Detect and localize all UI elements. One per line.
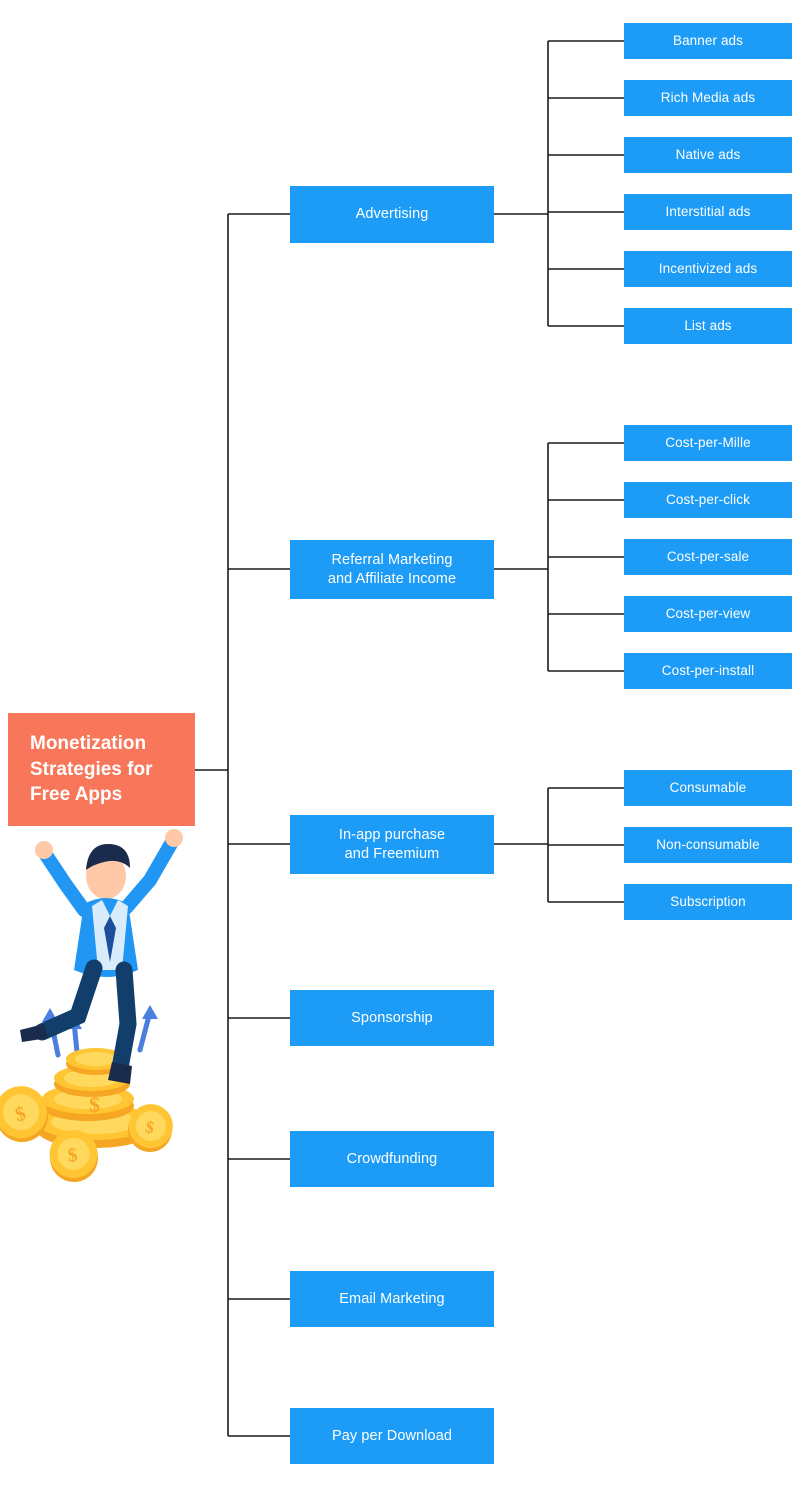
leaf-node-native-ads[interactable] <box>624 137 792 173</box>
businessman-gold-coins-illustration <box>0 800 210 1200</box>
root-label-line3: Free Apps <box>30 784 123 806</box>
leaf-label: Banner ads <box>672 32 744 48</box>
leaf-label: List ads <box>684 317 732 333</box>
leaf-label: Subscription <box>670 893 746 909</box>
branch-label-line1: In-app purchase <box>338 827 446 844</box>
leaf-node-incentivized-ads[interactable] <box>624 251 792 287</box>
branch-node-email-marketing[interactable] <box>290 1271 494 1327</box>
branch-node-crowdfunding[interactable] <box>290 1131 494 1187</box>
branch-node-sponsorship[interactable] <box>290 990 494 1046</box>
branch-label-line2: and Affiliate Income <box>327 570 457 587</box>
leaf-label: Consumable <box>669 779 747 795</box>
branch-label: Crowdfunding <box>346 1150 438 1167</box>
leaf-label: Cost-per-view <box>665 605 751 621</box>
root-label-line2: Strategies for <box>30 758 153 780</box>
root-label-line1: Monetization <box>30 733 147 755</box>
branch-label-line2: and Freemium <box>344 845 440 862</box>
leaf-node-consumable[interactable] <box>624 770 792 806</box>
branch-node-pay-per-download[interactable] <box>290 1408 494 1464</box>
leaf-node-list-ads[interactable] <box>624 308 792 344</box>
leaf-node-rich-media-ads[interactable] <box>624 80 792 116</box>
leaf-label: Native ads <box>675 146 741 162</box>
leaf-label: Non-consumable <box>656 836 760 852</box>
svg-text:$: $ <box>13 1102 29 1127</box>
svg-text:$: $ <box>89 1092 100 1117</box>
branch-label: Email Marketing <box>339 1290 445 1307</box>
leaf-node-interstitial-ads[interactable] <box>624 194 792 230</box>
branch-label: Advertising <box>355 206 429 223</box>
leaf-label: Cost-per-install <box>661 662 755 678</box>
leaf-label: Cost-per-Mille <box>665 434 751 450</box>
leaf-node-cost-per-sale[interactable] <box>624 539 792 575</box>
leaf-label: Incentivized ads <box>658 260 758 276</box>
leaf-label: Cost-per-sale <box>666 548 750 564</box>
branch-node-in-app-purchase[interactable] <box>290 815 494 874</box>
svg-text:$: $ <box>143 1117 156 1138</box>
branch-label: Pay per Download <box>331 1427 453 1444</box>
leaf-node-cost-per-view[interactable] <box>624 596 792 632</box>
branch-node-referral-marketing[interactable] <box>290 540 494 599</box>
leaf-label: Interstitial ads <box>665 203 751 219</box>
leaf-node-subscription[interactable] <box>624 884 792 920</box>
svg-text:$: $ <box>66 1144 79 1167</box>
leaf-node-cost-per-install[interactable] <box>624 653 792 689</box>
branch-label: Sponsorship <box>351 1009 433 1026</box>
branch-node-advertising[interactable] <box>290 186 494 243</box>
leaf-label: Rich Media ads <box>660 89 756 105</box>
leaf-node-cost-per-mille[interactable] <box>624 425 792 461</box>
branch-label-line1: Referral Marketing <box>331 552 453 569</box>
leaf-node-banner-ads[interactable] <box>624 23 792 59</box>
leaf-node-non-consumable[interactable] <box>624 827 792 863</box>
leaf-label: Cost-per-click <box>666 491 750 507</box>
leaf-node-cost-per-click[interactable] <box>624 482 792 518</box>
